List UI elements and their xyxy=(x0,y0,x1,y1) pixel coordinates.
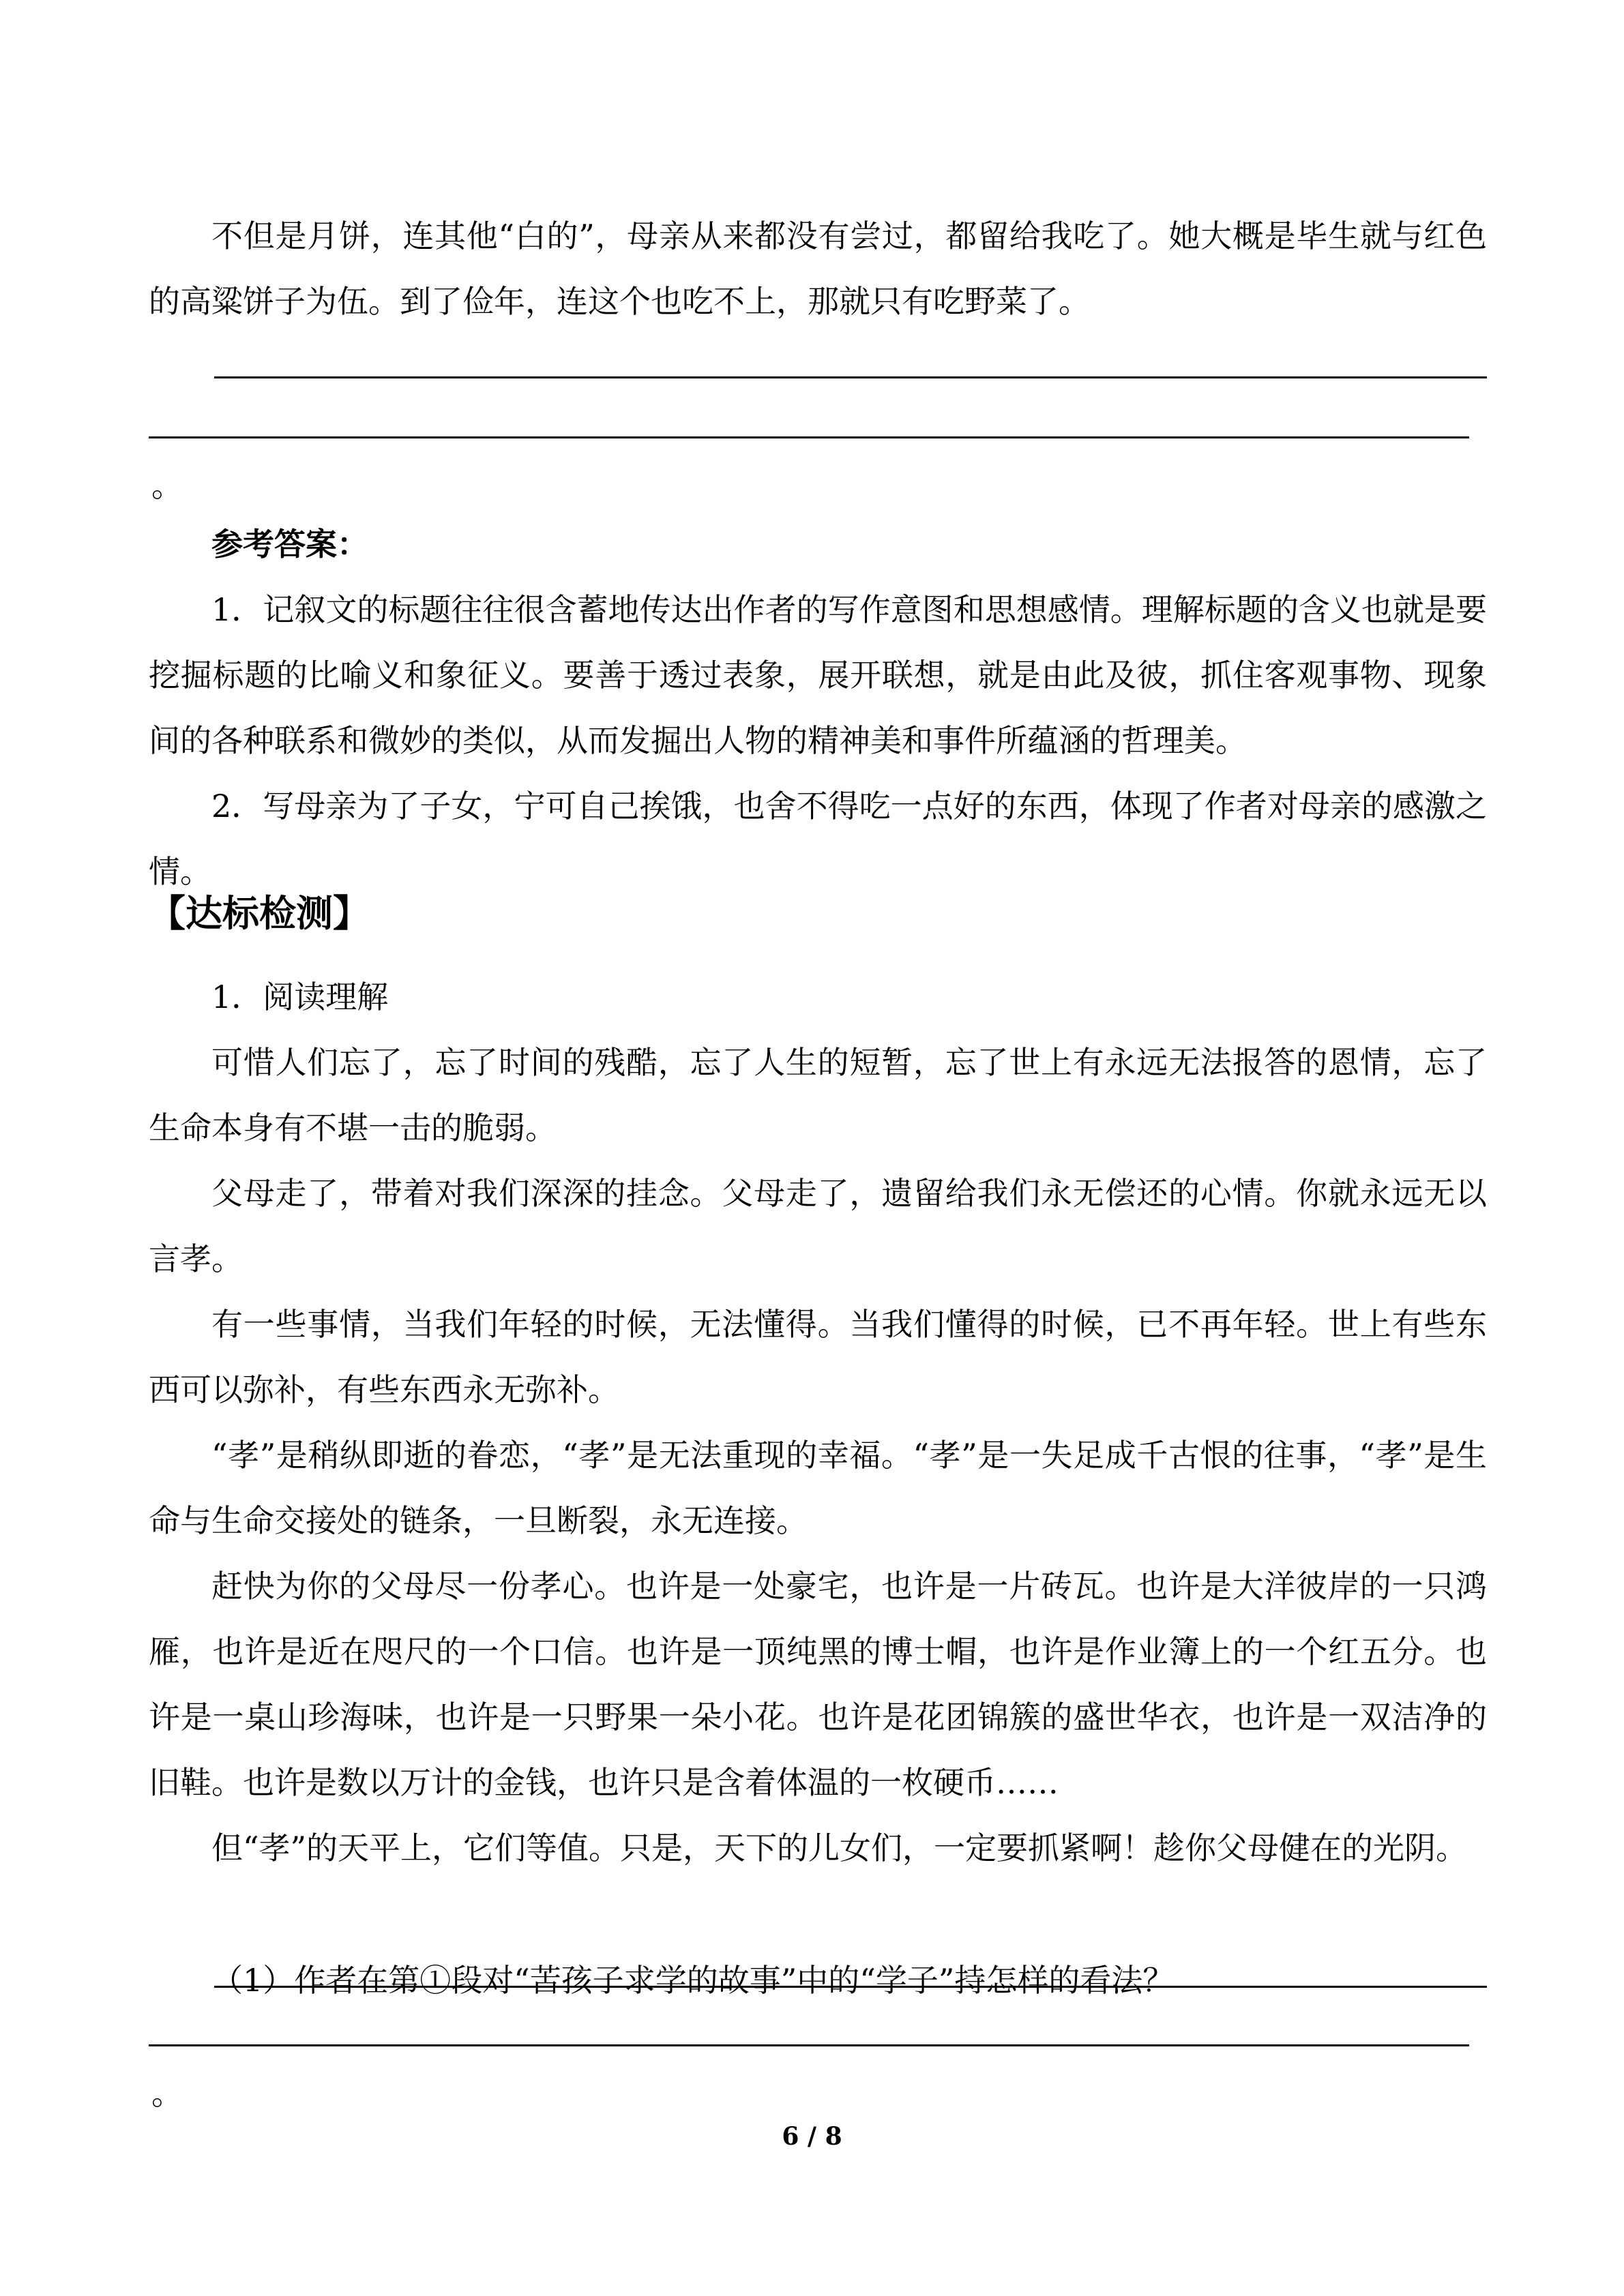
reading-paragraph: “孝”是稍纵即逝的眷恋，“孝”是无法重现的幸福。“孝”是一失足成千古恨的往事，“孝”是生命与生命交接处的链条，一旦断裂，永无连接。 xyxy=(149,1437,1487,1539)
reference-answer-item: 2．写母亲为了子女，宁可自己挨饿，也舍不得吃一点好的东西，体现了作者对母亲的感激之情。 xyxy=(149,788,1487,890)
answer-line[interactable] xyxy=(149,2044,1469,2046)
reading-paragraph: 父母走了，带着对我们深深的挂念。父母走了，遗留给我们永无偿还的心情。你就永远无以言孝。 xyxy=(149,1175,1487,1277)
reading-paragraph: 有一些事情，当我们年轻的时候，无法懂得。当我们懂得的时候，已不再年轻。世上有些东西可以弥补，有些东西永无弥补。 xyxy=(149,1306,1487,1408)
reading-label: 1．阅读理解 xyxy=(211,979,389,1015)
answer-terminator: 。 xyxy=(151,2075,183,2112)
reading-paragraph: 可惜人们忘了，忘了时间的残酷，忘了人生的短暂，忘了世上有永远无法报答的恩情，忘了生命本身有不堪一击的脆弱。 xyxy=(149,1044,1487,1146)
page-number: 6 / 8 xyxy=(782,2122,842,2151)
answer-line[interactable] xyxy=(149,436,1469,438)
reading-paragraph: 赶快为你的父母尽一份孝心。也许是一处豪宅，也许是一片砖瓦。也许是大洋彼岸的一只鸿雁，也许是近在咫尺的一个口信。也许是一顶纯黑的博士帽，也许是作业簿上的一个红五分。也许是一桌山珍海味，也许是一只野果一朵小花。也许是花团锦簇的盛世华衣，也许是一双洁净的旧鞋。也许是数以万计的金钱，也许只是含着体温的一枚硬币…… xyxy=(149,1568,1487,1801)
reference-answer-item: 1．记叙文的标题往往很含蓄地传达出作者的写作意图和思想感情。理解标题的含义也就是要挖掘标题的比喻义和象征义。要善于透过表象，展开联想，就是由此及彼，抓住客观事物、现象间的各种联系和微妙的类似，从而发掘出人物的精神美和事件所蕴涵的哲理美。 xyxy=(149,591,1487,759)
answer-line[interactable] xyxy=(214,376,1487,378)
reference-answer-title: 参考答案： xyxy=(211,526,368,563)
answer-line[interactable] xyxy=(214,1986,1487,1988)
reading-question: （1）作者在第①段对“苦孩子求学的故事”中的“学子”持怎样的看法？ xyxy=(211,1962,1175,1999)
reading-paragraph: 但“孝”的天平上，它们等值。只是，天下的儿女们，一定要抓紧啊！趁你父母健在的光阴。 xyxy=(211,1830,1468,1866)
answer-terminator: 。 xyxy=(151,467,183,504)
passage-paragraph: 不但是月饼，连其他“白的”，母亲从来都没有尝过，都留给我吃了。她大概是毕生就与红色的高粱饼子为伍。到了俭年，连这个也吃不上，那就只有吃野菜了。 xyxy=(149,218,1487,320)
section-title: 【达标检测】 xyxy=(149,892,370,935)
